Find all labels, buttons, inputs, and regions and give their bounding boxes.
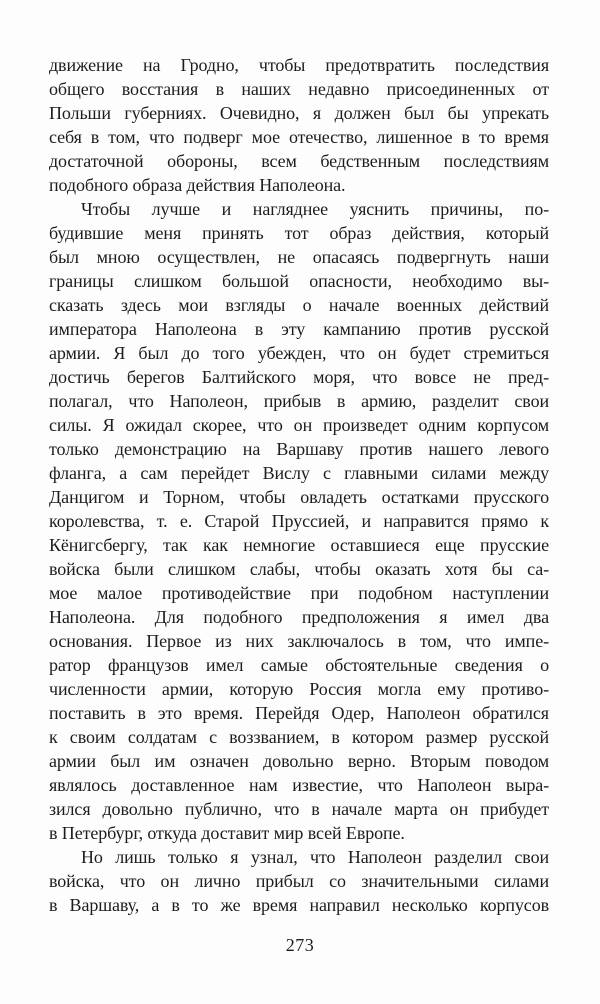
text-line: Чтобы лучше и нагляднее уяснить причины, по- (81, 199, 549, 219)
text-line: численности армии, которую Россия могла ему противо- (49, 679, 549, 699)
text-line: силы. Я ожидал скорее, что он произведет одним корпусом (49, 415, 549, 435)
text-line: себя в том, что подверг мое отечество, лишенное в то время (49, 127, 549, 147)
text-line: королевства, т. е. Старой Пруссией, и направится прямо к (49, 511, 549, 531)
text-line: войска, что он лично прибыл со значительными силами (49, 871, 549, 891)
text-line: Польши губерниях. Очевидно, я должен был бы упрекать (49, 103, 549, 123)
text-line: Данцигом и Торном, чтобы овладеть остатками прусского (49, 487, 549, 507)
text-line: в Варшаву, а в то же время направил несколько корпусов (49, 895, 549, 915)
text-line: армии. Я был до того убежден, что он будет стремиться (49, 343, 549, 363)
text-line: являлось доставленное нам известие, что Наполеон выра- (49, 775, 549, 795)
text-line: будившие меня принять тот образ действия, который (49, 223, 549, 243)
text-line: императора Наполеона в эту кампанию против русской (49, 319, 549, 339)
text-line: границы слишком большой опасности, необходимо вы- (49, 271, 549, 291)
text-line: только демонстрацию на Варшаву против нашего левого (49, 439, 549, 459)
text-line: зился довольно публично, что в начале марта он прибудет (49, 799, 549, 819)
text-line: фланга, а сам перейдет Вислу с главными силами между (49, 463, 549, 483)
text-line: Кёнигсбергу, так как немногие оставшиеся еще прусские (49, 535, 549, 555)
text-line: к своим солдатам с воззванием, в котором размер русской (49, 727, 549, 747)
page-number: 273 (285, 935, 315, 955)
text-line: Но лишь только я узнал, что Наполеон разделил свои (81, 847, 549, 867)
text-line: полагал, что Наполеон, прибыв в армию, разделит свои (49, 391, 549, 411)
text-line: был мною осуществлен, не опасаясь подвергнуть наши (49, 247, 549, 267)
text-line: ратор французов имел самые обстоятельные сведения о (49, 655, 549, 675)
text-line: войска были слишком слабы, чтобы оказать хотя бы са- (49, 559, 549, 579)
text-line: сказать здесь мои взгляды о начале военных действий (49, 295, 549, 315)
text-line: армии был им означен довольно верно. Вторым поводом (49, 751, 549, 771)
text-line: основания. Первое из них заключалось в том, что импе- (49, 631, 549, 651)
text-line: подобного образа действия Наполеона. (49, 175, 346, 195)
text-line: Наполеона. Для подобного предположения я имел два (49, 607, 549, 627)
text-line: достичь берегов Балтийского моря, что вовсе не пред- (49, 367, 549, 387)
text-line: в Петербург, откуда доставит мир всей Европе. (49, 823, 405, 843)
text-block (49, 53, 549, 917)
text-line: достаточной обороны, всем бедственным последствиям (49, 151, 549, 171)
text-line: движение на Гродно, чтобы предотвратить последствия (49, 55, 549, 75)
text-line: мое малое противодействие при подобном наступлении (49, 583, 549, 603)
text-line: поставить в это время. Перейдя Одер, Наполеон обратился (49, 703, 549, 723)
text-line: общего восстания в наших недавно присоединенных от (49, 79, 549, 99)
